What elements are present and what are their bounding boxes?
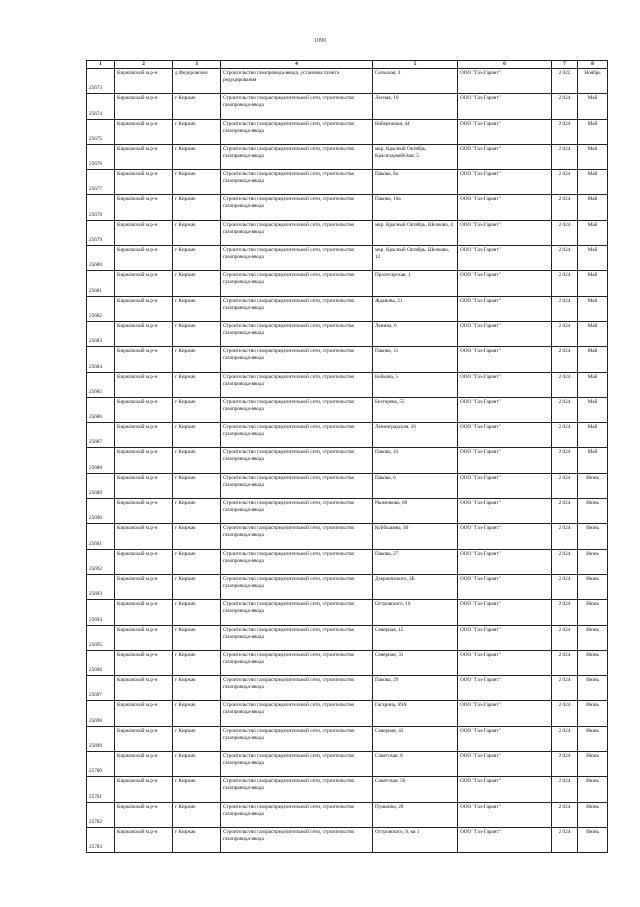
row-number: 25700: [87, 752, 115, 777]
work-description-cell: Строительство газораспределительной сети, строительство газопровода-ввода: [221, 752, 373, 777]
row-number: 25676: [87, 144, 115, 169]
row-number: 25692: [87, 549, 115, 574]
address-cell: Жданова, 21: [373, 296, 458, 321]
settlement-cell: г Киржач: [173, 499, 221, 524]
settlement-cell: г Киржач: [173, 271, 221, 296]
year-cell: 2 024: [552, 220, 578, 245]
address-cell: Куйбышева, 40: [373, 524, 458, 549]
address-cell: Набережная, 44: [373, 119, 458, 144]
settlement-cell: г Киржач: [173, 296, 221, 321]
work-description-cell: Строительство газораспределительной сети, строительство газопровода-ввода: [221, 170, 373, 195]
district-cell: Киржачский м.р-н: [115, 701, 173, 726]
table-row: [87, 448, 608, 473]
settlement-cell: г Киржач: [173, 777, 221, 802]
header-cell: 8: [578, 61, 608, 69]
header-cell: 5: [373, 61, 458, 69]
month-cell: Июнь: [578, 473, 608, 498]
contractor-cell: ООО "Газ-Гарант": [458, 448, 552, 473]
work-description-cell: Строительство газораспределительной сети, строительство газопровода-ввода: [221, 701, 373, 726]
table-row: [87, 802, 608, 827]
settlement-cell: г Киржач: [173, 574, 221, 599]
year-cell: 2 024: [552, 296, 578, 321]
table-row: [87, 246, 608, 271]
year-cell: 2 024: [552, 372, 578, 397]
address-cell: мкр. Красный Октябрь, Шелкова, 4: [373, 220, 458, 245]
row-number: 25673: [87, 69, 115, 94]
year-cell: 2 024: [552, 752, 578, 777]
work-description-cell: Строительство газораспределительной сети, строительство газопровода-ввода: [221, 296, 373, 321]
work-description-cell: Строительство газораспределительной сети, строительство газопровода-ввода: [221, 372, 373, 397]
year-cell: 2 024: [552, 448, 578, 473]
work-description-cell: Строительство газопровода-ввода, установка пункта редуцирования: [221, 69, 373, 94]
settlement-cell: г Киржач: [173, 650, 221, 675]
address-cell: Пакова, 27: [373, 549, 458, 574]
row-number: 25689: [87, 473, 115, 498]
address-cell: мкр. Красный Октябрь, Красноармейская, 5: [373, 144, 458, 169]
year-cell: 2 024: [552, 321, 578, 346]
table-row: [87, 220, 608, 245]
month-cell: Июнь: [578, 625, 608, 650]
work-description-cell: Строительство газораспределительной сети, строительство газопровода-ввода: [221, 777, 373, 802]
settlement-cell: г Киржач: [173, 701, 221, 726]
district-cell: Киржачский м.р-н: [115, 752, 173, 777]
settlement-cell: г Киржач: [173, 220, 221, 245]
district-cell: Киржачский м.р-н: [115, 195, 173, 220]
address-cell: Бобкова, 5: [373, 372, 458, 397]
year-cell: 2 024: [552, 246, 578, 271]
work-description-cell: Строительство газораспределительной сети, строительство газопровода-ввода: [221, 802, 373, 827]
row-number: 25675: [87, 119, 115, 144]
district-cell: Киржачский м.р-н: [115, 676, 173, 701]
district-cell: Киржачский м.р-н: [115, 347, 173, 372]
year-cell: 2 024: [552, 802, 578, 827]
district-cell: Киржачский м.р-н: [115, 296, 173, 321]
month-cell: Май: [578, 170, 608, 195]
month-cell: Июнь: [578, 827, 608, 852]
month-cell: Июнь: [578, 701, 608, 726]
address-cell: Дзержинского, 2Б: [373, 574, 458, 599]
month-cell: Май: [578, 246, 608, 271]
contractor-cell: ООО "Газ-Гарант": [458, 144, 552, 169]
row-number: 25683: [87, 321, 115, 346]
address-cell: Пакова, 43: [373, 448, 458, 473]
contractor-cell: ООО "Газ-Гарант": [458, 600, 552, 625]
contractor-cell: ООО "Газ-Гарант": [458, 701, 552, 726]
month-cell: Июнь: [578, 752, 608, 777]
year-cell: 2 024: [552, 271, 578, 296]
month-cell: Май: [578, 94, 608, 119]
address-cell: Советская, 8: [373, 752, 458, 777]
district-cell: Киржачский м.р-н: [115, 827, 173, 852]
settlement-cell: г Киржач: [173, 347, 221, 372]
district-cell: Киржачский м.р-н: [115, 397, 173, 422]
month-cell: Май: [578, 119, 608, 144]
settlement-cell: г Киржач: [173, 676, 221, 701]
work-description-cell: Строительство газораспределительной сети, строительство газопровода-ввода: [221, 347, 373, 372]
contractor-cell: ООО "Газ-Гарант": [458, 676, 552, 701]
settlement-cell: г Киржач: [173, 802, 221, 827]
header-cell: 4: [221, 61, 373, 69]
contractor-cell: ООО "Газ-Гарант": [458, 499, 552, 524]
row-number: 25686: [87, 397, 115, 422]
district-cell: Киржачский м.р-н: [115, 423, 173, 448]
table-row: [87, 94, 608, 119]
address-cell: Ленина, 6: [373, 321, 458, 346]
row-number: 25682: [87, 296, 115, 321]
work-description-cell: Строительство газораспределительной сети, строительство газопровода-ввода: [221, 119, 373, 144]
year-cell: 2 024: [552, 144, 578, 169]
contractor-cell: ООО "Газ-Гарант": [458, 752, 552, 777]
address-cell: Северная, 31: [373, 650, 458, 675]
work-description-cell: Строительство газораспределительной сети, строительство газопровода-ввода: [221, 448, 373, 473]
settlement-cell: г Киржач: [173, 195, 221, 220]
settlement-cell: д Федоровское: [173, 69, 221, 94]
contractor-cell: ООО "Газ-Гарант": [458, 524, 552, 549]
contractor-cell: ООО "Газ-Гарант": [458, 94, 552, 119]
row-number: 25699: [87, 726, 115, 751]
settlement-cell: г Киржач: [173, 473, 221, 498]
month-cell: Ноябрь: [578, 69, 608, 94]
header-cell: 6: [458, 61, 552, 69]
month-cell: Май: [578, 195, 608, 220]
contractor-cell: ООО "Газ-Гарант": [458, 220, 552, 245]
work-description-cell: Строительство газораспределительной сети, строительство газопровода-ввода: [221, 144, 373, 169]
month-cell: Июнь: [578, 777, 608, 802]
address-cell: Пакова, 6: [373, 473, 458, 498]
settlement-cell: г Киржач: [173, 423, 221, 448]
table-row: [87, 347, 608, 372]
table-row: [87, 726, 608, 751]
settlement-cell: г Киржач: [173, 397, 221, 422]
table-row: [87, 777, 608, 802]
address-cell: Северная, 43: [373, 726, 458, 751]
row-number: 25678: [87, 195, 115, 220]
row-number: 25688: [87, 448, 115, 473]
district-cell: Киржачский м.р-н: [115, 448, 173, 473]
settlement-cell: г Киржач: [173, 94, 221, 119]
address-cell: Островского, 8, кв 1: [373, 827, 458, 852]
year-cell: 2 024: [552, 119, 578, 144]
year-cell: 2 022: [552, 69, 578, 94]
month-cell: Май: [578, 144, 608, 169]
year-cell: 2 024: [552, 473, 578, 498]
month-cell: Май: [578, 397, 608, 422]
row-number: 25684: [87, 347, 115, 372]
district-cell: Киржачский м.р-н: [115, 499, 173, 524]
district-cell: Киржачский м.р-н: [115, 170, 173, 195]
settlement-cell: г Киржач: [173, 448, 221, 473]
year-cell: 2 024: [552, 347, 578, 372]
year-cell: 2 024: [552, 499, 578, 524]
month-cell: Июнь: [578, 600, 608, 625]
address-cell: Пролетарская, 1: [373, 271, 458, 296]
settlement-cell: г Киржач: [173, 170, 221, 195]
settlement-cell: г Киржач: [173, 321, 221, 346]
settlement-cell: г Киржач: [173, 600, 221, 625]
table-row: [87, 69, 608, 94]
work-description-cell: Строительство газораспределительной сети, строительство газопровода-ввода: [221, 600, 373, 625]
year-cell: 2 024: [552, 549, 578, 574]
district-cell: Киржачский м.р-н: [115, 524, 173, 549]
table-row: [87, 119, 608, 144]
address-cell: Рыженкова, 86: [373, 499, 458, 524]
contractor-cell: ООО "Газ-Гарант": [458, 69, 552, 94]
work-description-cell: Строительство газораспределительной сети, строительство газопровода-ввода: [221, 625, 373, 650]
month-cell: Май: [578, 347, 608, 372]
month-cell: Июнь: [578, 499, 608, 524]
contractor-cell: ООО "Газ-Гарант": [458, 726, 552, 751]
address-cell: Пакова, 10а: [373, 195, 458, 220]
table-row: [87, 195, 608, 220]
month-cell: Май: [578, 220, 608, 245]
contractor-cell: ООО "Газ-Гарант": [458, 271, 552, 296]
table-row: [87, 701, 608, 726]
address-cell: мкр. Красный Октябрь, Шелкова, 12: [373, 246, 458, 271]
header-cell: 7: [552, 61, 578, 69]
year-cell: 2 024: [552, 676, 578, 701]
contractor-cell: ООО "Газ-Гарант": [458, 195, 552, 220]
year-cell: 2 024: [552, 170, 578, 195]
district-cell: Киржачский м.р-н: [115, 650, 173, 675]
work-description-cell: Строительство газораспределительной сети, строительство газопровода-ввода: [221, 524, 373, 549]
table-row: [87, 625, 608, 650]
settlement-cell: г Киржач: [173, 625, 221, 650]
work-description-cell: Строительство газораспределительной сети, строительство газопровода-ввода: [221, 574, 373, 599]
row-number: 25695: [87, 625, 115, 650]
settlement-cell: г Киржач: [173, 549, 221, 574]
district-cell: Киржачский м.р-н: [115, 119, 173, 144]
settlement-cell: г Киржач: [173, 827, 221, 852]
work-description-cell: Строительство газораспределительной сети, строительство газопровода-ввода: [221, 94, 373, 119]
row-number: 25685: [87, 372, 115, 397]
settlement-cell: г Киржач: [173, 144, 221, 169]
district-cell: Киржачский м.р-н: [115, 600, 173, 625]
district-cell: Киржачский м.р-н: [115, 777, 173, 802]
table-body: [87, 69, 608, 853]
row-number: 25677: [87, 170, 115, 195]
row-number: 25703: [87, 827, 115, 852]
contractor-cell: ООО "Газ-Гарант": [458, 650, 552, 675]
contractor-cell: ООО "Газ-Гарант": [458, 423, 552, 448]
year-cell: 2 024: [552, 726, 578, 751]
work-description-cell: Строительство газораспределительной сети, строительство газопровода-ввода: [221, 650, 373, 675]
contractor-cell: ООО "Газ-Гарант": [458, 119, 552, 144]
address-cell: Пакова, 8а: [373, 170, 458, 195]
work-description-cell: Строительство газораспределительной сети, строительство газопровода-ввода: [221, 397, 373, 422]
year-cell: 2 024: [552, 701, 578, 726]
work-description-cell: Строительство газораспределительной сети, строительство газопровода-ввода: [221, 246, 373, 271]
table-row: [87, 676, 608, 701]
address-cell: Пакова, 29: [373, 676, 458, 701]
settlement-cell: г Киржач: [173, 119, 221, 144]
month-cell: Июнь: [578, 802, 608, 827]
work-description-cell: Строительство газораспределительной сети, строительство газопровода-ввода: [221, 423, 373, 448]
row-number: 25681: [87, 271, 115, 296]
table-row: [87, 574, 608, 599]
contractor-cell: ООО "Газ-Гарант": [458, 246, 552, 271]
district-cell: Киржачский м.р-н: [115, 574, 173, 599]
year-cell: 2 024: [552, 397, 578, 422]
district-cell: Киржачский м.р-н: [115, 271, 173, 296]
table-row: [87, 549, 608, 574]
district-cell: Киржачский м.р-н: [115, 473, 173, 498]
settlement-cell: г Киржач: [173, 246, 221, 271]
address-cell: Гагарина, 69А: [373, 701, 458, 726]
table-row: [87, 752, 608, 777]
address-cell: Пакова, 31: [373, 347, 458, 372]
year-cell: 2 024: [552, 827, 578, 852]
row-number: 25702: [87, 802, 115, 827]
address-cell: Северная, 15: [373, 625, 458, 650]
month-cell: Июнь: [578, 524, 608, 549]
month-cell: Май: [578, 372, 608, 397]
contractor-cell: ООО "Газ-Гарант": [458, 802, 552, 827]
row-number: 25693: [87, 574, 115, 599]
address-cell: Советская, 50: [373, 777, 458, 802]
year-cell: 2 024: [552, 423, 578, 448]
row-number: 25691: [87, 524, 115, 549]
table-row: [87, 524, 608, 549]
row-number: 25687: [87, 423, 115, 448]
year-cell: 2 024: [552, 600, 578, 625]
settlement-cell: г Киржач: [173, 372, 221, 397]
header-cell: 3: [173, 61, 221, 69]
month-cell: Июнь: [578, 549, 608, 574]
work-description-cell: Строительство газораспределительной сети, строительство газопровода-ввода: [221, 499, 373, 524]
district-cell: Киржачский м.р-н: [115, 321, 173, 346]
month-cell: Июнь: [578, 726, 608, 751]
settlement-cell: г Киржач: [173, 752, 221, 777]
work-description-cell: Строительство газораспределительной сети, строительство газопровода-ввода: [221, 827, 373, 852]
district-cell: Киржачский м.р-н: [115, 220, 173, 245]
row-number: 25697: [87, 676, 115, 701]
work-description-cell: Строительство газораспределительной сети, строительство газопровода-ввода: [221, 549, 373, 574]
district-cell: Киржачский м.р-н: [115, 246, 173, 271]
table-row: [87, 827, 608, 852]
table-row: [87, 271, 608, 296]
row-number: 25701: [87, 777, 115, 802]
month-cell: Май: [578, 296, 608, 321]
table-row: [87, 423, 608, 448]
contractor-cell: ООО "Газ-Гарант": [458, 321, 552, 346]
work-description-cell: Строительство газораспределительной сети, строительство газопровода-ввода: [221, 271, 373, 296]
row-number: 25696: [87, 650, 115, 675]
table-row: [87, 321, 608, 346]
contractor-cell: ООО "Газ-Гарант": [458, 372, 552, 397]
year-cell: 2 024: [552, 777, 578, 802]
work-description-cell: Строительство газораспределительной сети, строительство газопровода-ввода: [221, 726, 373, 751]
row-number: 25698: [87, 701, 115, 726]
row-number: 25679: [87, 220, 115, 245]
table-row: [87, 144, 608, 169]
contractor-cell: ООО "Газ-Гарант": [458, 625, 552, 650]
address-cell: Сельская, 3: [373, 69, 458, 94]
district-cell: Киржачский м.р-н: [115, 625, 173, 650]
district-cell: Киржачский м.р-н: [115, 69, 173, 94]
table-row: [87, 397, 608, 422]
header-cell: 1: [87, 61, 115, 69]
address-cell: Островского, 10: [373, 600, 458, 625]
table-row: [87, 296, 608, 321]
year-cell: 2 024: [552, 94, 578, 119]
header-cell: 2: [115, 61, 173, 69]
month-cell: Май: [578, 271, 608, 296]
work-description-cell: Строительство газораспределительной сети, строительство газопровода-ввода: [221, 195, 373, 220]
settlement-cell: г Киржач: [173, 726, 221, 751]
address-cell: Ленинградская, 26: [373, 423, 458, 448]
district-cell: Киржачский м.р-н: [115, 372, 173, 397]
table-row: [87, 499, 608, 524]
row-number: 25690: [87, 499, 115, 524]
year-cell: 2 024: [552, 625, 578, 650]
register-table: [86, 60, 608, 853]
district-cell: Киржачский м.р-н: [115, 802, 173, 827]
district-cell: Киржачский м.р-н: [115, 726, 173, 751]
contractor-cell: ООО "Газ-Гарант": [458, 397, 552, 422]
table-row: [87, 600, 608, 625]
contractor-cell: ООО "Газ-Гарант": [458, 777, 552, 802]
settlement-cell: г Киржач: [173, 524, 221, 549]
address-cell: Бехтерева, 55: [373, 397, 458, 422]
month-cell: Май: [578, 423, 608, 448]
year-cell: 2 024: [552, 650, 578, 675]
contractor-cell: ООО "Газ-Гарант": [458, 170, 552, 195]
table-row: [87, 170, 608, 195]
address-cell: Лесная, 10: [373, 94, 458, 119]
month-cell: Июнь: [578, 650, 608, 675]
year-cell: 2 024: [552, 195, 578, 220]
row-number: 25694: [87, 600, 115, 625]
month-cell: Май: [578, 448, 608, 473]
district-cell: Киржачский м.р-н: [115, 549, 173, 574]
address-cell: Пушкина, 28: [373, 802, 458, 827]
year-cell: 2 024: [552, 574, 578, 599]
table-row: [87, 372, 608, 397]
month-cell: Июнь: [578, 676, 608, 701]
year-cell: 2 024: [552, 524, 578, 549]
work-description-cell: Строительство газораспределительной сети, строительство газопровода-ввода: [221, 321, 373, 346]
work-description-cell: Строительство газораспределительной сети, строительство газопровода-ввода: [221, 473, 373, 498]
row-number: 25674: [87, 94, 115, 119]
month-cell: Июнь: [578, 574, 608, 599]
page-number: 1090: [314, 38, 326, 44]
work-description-cell: Строительство газораспределительной сети, строительство газопровода-ввода: [221, 676, 373, 701]
district-cell: Киржачский м.р-н: [115, 144, 173, 169]
header-row: [87, 61, 608, 69]
contractor-cell: ООО "Газ-Гарант": [458, 347, 552, 372]
contractor-cell: ООО "Газ-Гарант": [458, 296, 552, 321]
contractor-cell: ООО "Газ-Гарант": [458, 574, 552, 599]
work-description-cell: Строительство газораспределительной сети, строительство газопровода-ввода: [221, 220, 373, 245]
table-row: [87, 473, 608, 498]
district-cell: Киржачский м.р-н: [115, 94, 173, 119]
contractor-cell: ООО "Газ-Гарант": [458, 827, 552, 852]
table-row: [87, 650, 608, 675]
contractor-cell: ООО "Газ-Гарант": [458, 549, 552, 574]
row-number: 25680: [87, 246, 115, 271]
contractor-cell: ООО "Газ-Гарант": [458, 473, 552, 498]
month-cell: Май: [578, 321, 608, 346]
